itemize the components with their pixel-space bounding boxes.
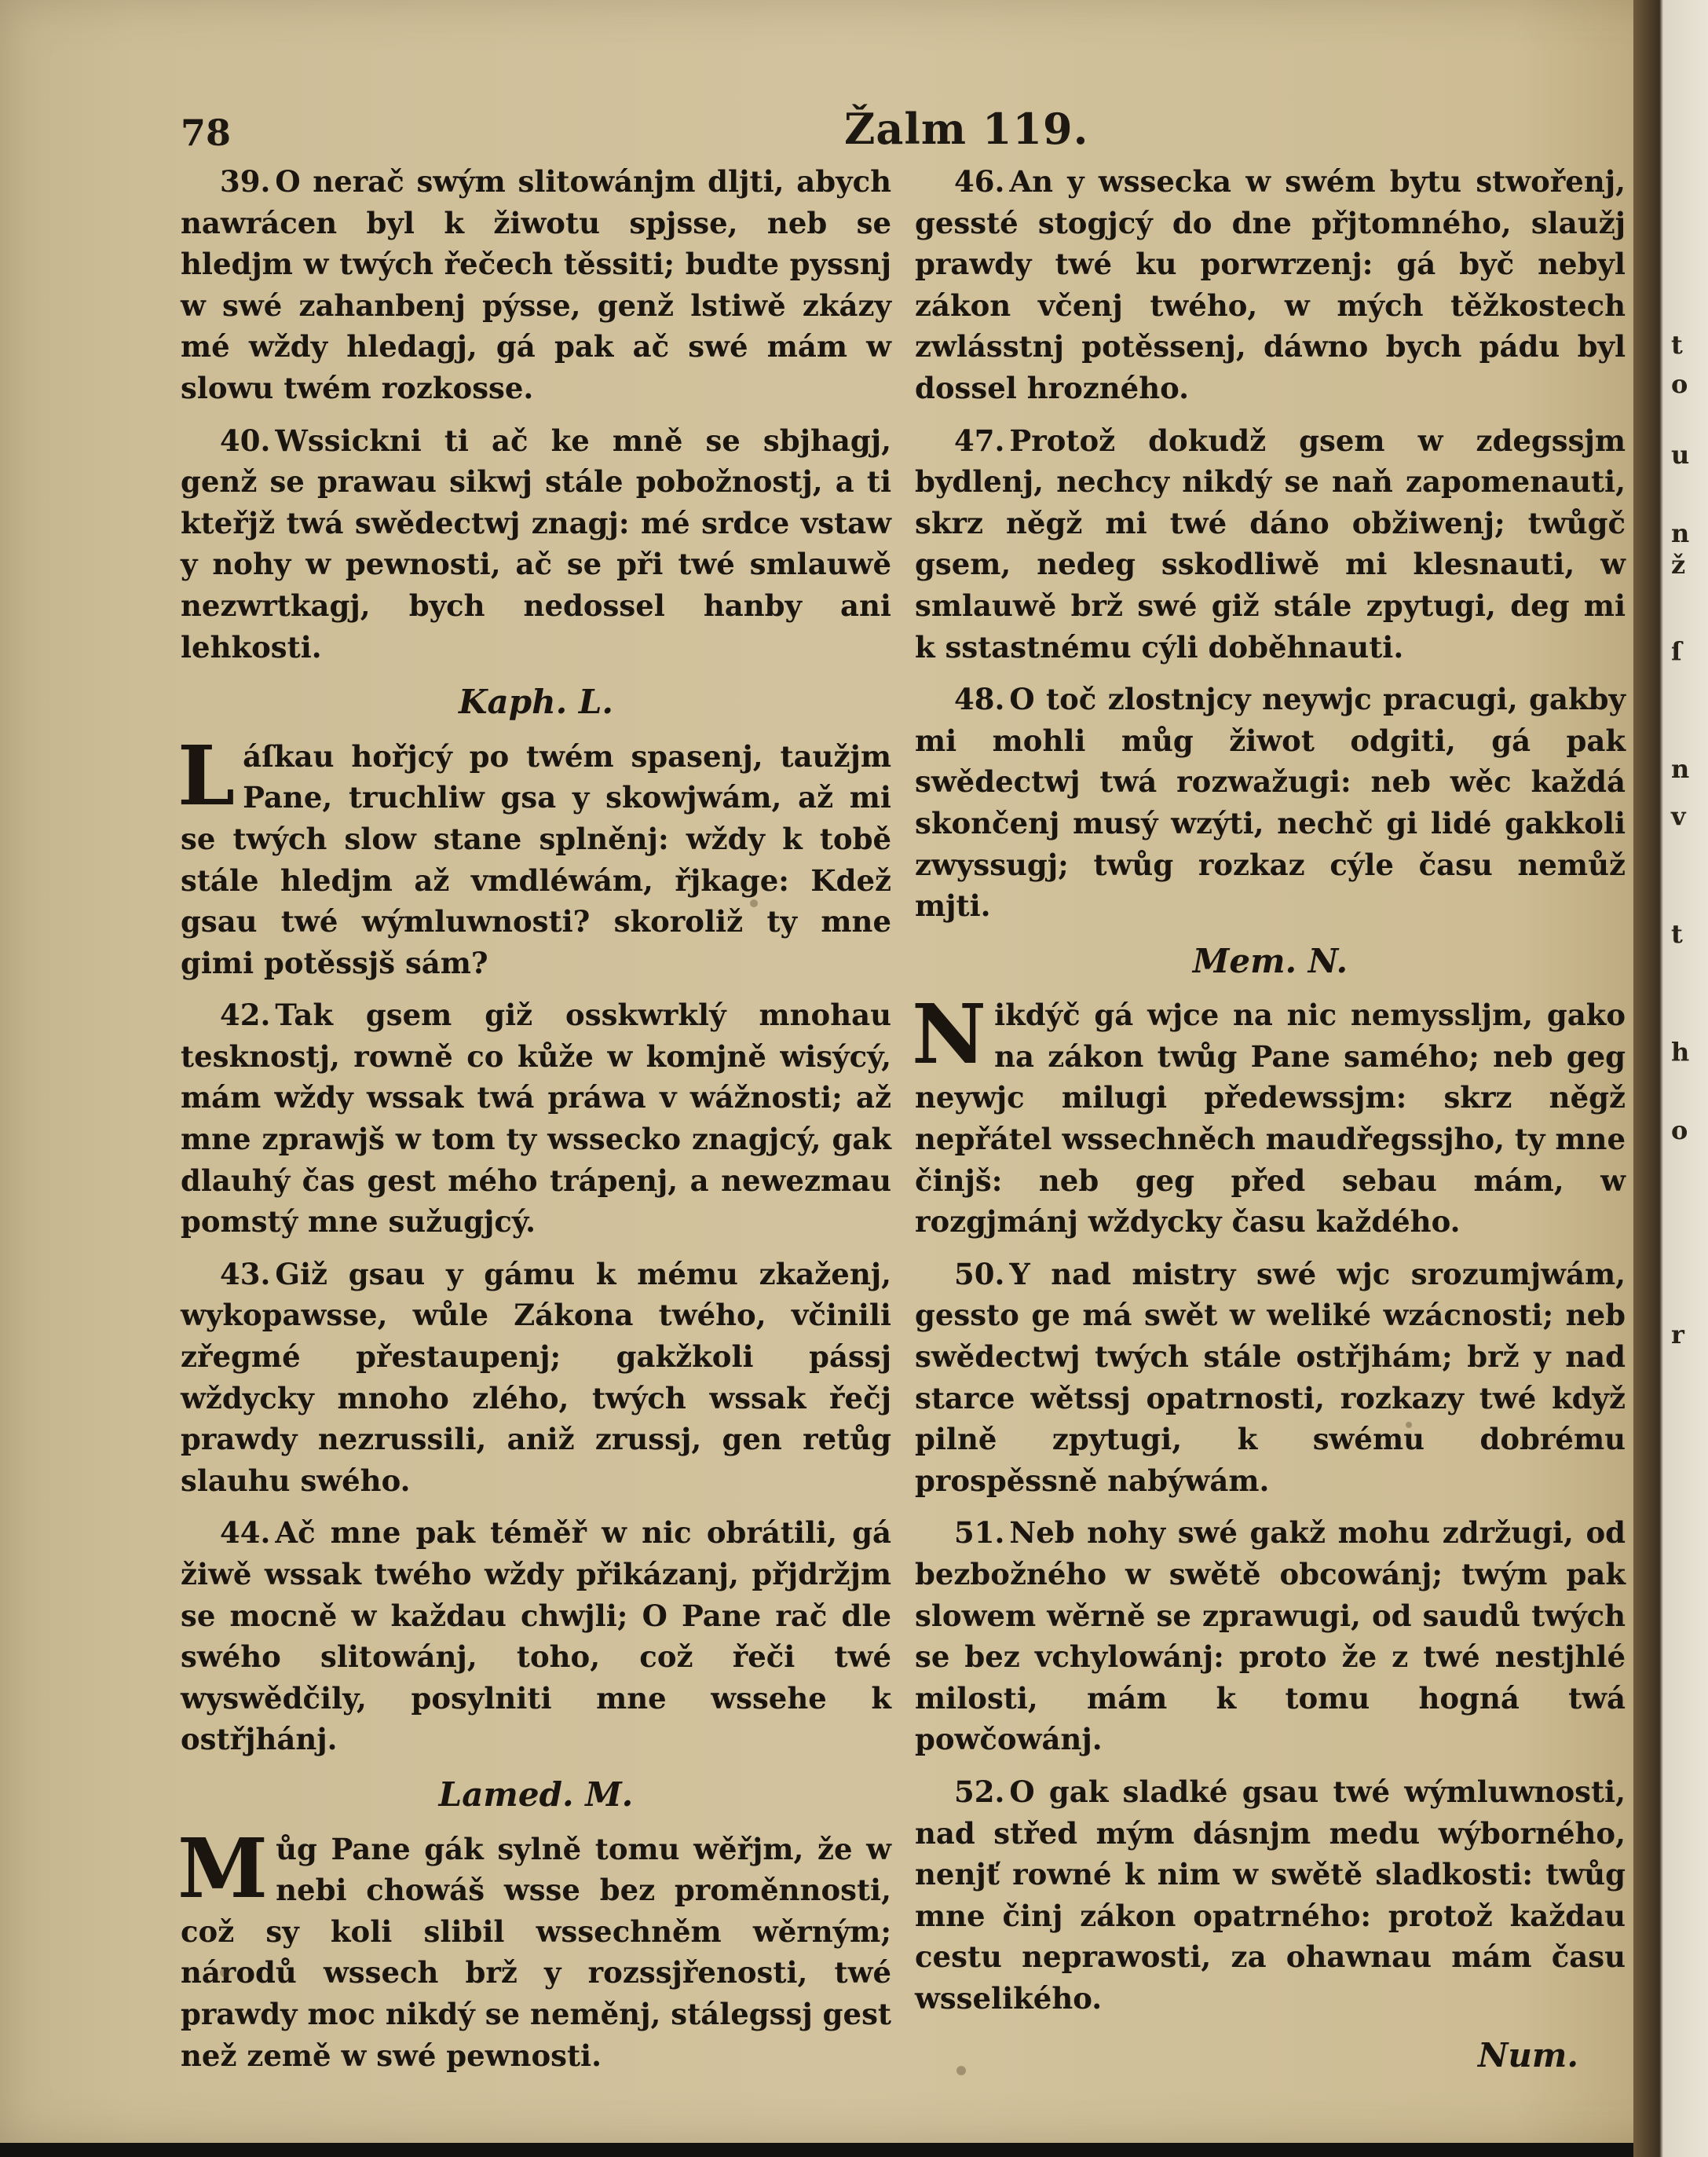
verse-52: 52. O gak sladké gsau twé wýmluwnosti, nad střed mým dásnjm medu wýborného, nenjť rowné k nim w swětě sladkosti: twůg mne činj zákon opatrného: protož každau cestu neprawosti, za ohawnau mám času wsselikého.: [915, 1774, 1626, 2016]
drop-cap: M: [177, 1819, 269, 1917]
verse-40: 40. Wssickni ti ač ke mně se sbjhagj, genž se prawau sikwj stále pobožnostj, a ti kteřjž twá swědectwj znagj: mé srdce vstaw y nohy w pewnosti, ač se při twé smlauwě nezwrtkagj, bych nedossel hanby ani lehkosti.: [181, 423, 891, 665]
verse-48: 48. O toč zlostnjcy neywjc pracugi, gakby mi mohli můg žiwot odgiti, gá pak swědectwj twá rozwažugi: neb wěc každá skončenj musý wzýti, nechč gi lidé gakkoli zwyssugj; twůg rozkaz cýle času nemůž mjti.: [915, 682, 1626, 924]
verse-51: 51. Neb nohy swé gakž mohu zdržugi, od bezbožného w swětě obcowánj; twým pak slowem wěrně se zprawugi, od saudů twých se bez vchylowánj: proto že z twé nestjhlé milosti, mám k tomu hogná twá powčowánj.: [915, 1515, 1626, 1757]
verse-44: 44. Ač mne pak téměř w nic obrátili, gá žiwě wssak twého wždy přikázanj, přjdržjm se mocně w každau chwjli; O Pane rač dle swého slitowánj, toho, což řeči twé wyswědčily, posylniti mne wssehe k ostřjhánj.: [181, 1515, 891, 1757]
verse-45: Můg Pane gák sylně tomu wěřjm, že w nebi chowáš wsse bez proměnnosti, což sy koli slibil wssechněm wěrným; národů wssech brž y rozssjřenosti, twé prawdy moc nikdý se neměnj, stálegssj gest než země w swé pewnosti.: [177, 1819, 891, 2073]
paper-spot: [750, 899, 758, 907]
page-header: [181, 104, 1523, 159]
left-column: [177, 161, 891, 2087]
verse-47: 47. Protož dokudž gsem w zdegssjm bydlenj, nechcy nikdý se naň zapomenauti, skrz něgž mi twé dáno obžiwenj; twůgč gsem, nedeg sskodliwě mi klesnauti, w smlauwě brž swé giž stále zpytugi, deg mi k sstastnému cýli doběhnauti.: [915, 423, 1626, 665]
verse-46: 46. An y wssecka w swém bytu stwořenj, gessté stogjcý do dne přjtomného, slaužj prawdy twé ku porwrzenj: gá byč nebyl zákon včenj twého, w mých těžkostech zwlásstnj potěssenj, dáwno bych pádu byl dossel hrozného.: [915, 164, 1626, 405]
running-title: Žalm 119.: [844, 104, 1089, 154]
catchword: Num.: [1478, 2035, 1578, 2075]
paper-spot: [956, 2066, 966, 2075]
right-column: [912, 161, 1626, 2076]
verse-41: Láſkau hořjcý po twém spasenj, taužjm Pane, truchliw gsa y skowjwám, až mi se twých slow stane splněnj: wždy k tobě stále hledjm až vmdléwám, řjkage: Kdež gsau twé wýmluwnosti? skoroliž ty mne gimi potěssjš sám?: [177, 727, 891, 980]
drop-cap: L: [177, 727, 236, 824]
paper-spot: [220, 1968, 229, 1977]
verse-49: Nikdýč gá wjce na nic nemyssljm, gako na zákon twůg Pane samého; neb geg neywjc milugi předewssjm: skrz něgž nepřátel wssechněch maudřegssjho, ty mne činjš: neb geg před sebau mám, w rozgjmánj wždycky času každého.: [912, 986, 1626, 1240]
next-page-edge: t o u n ž ſ n v t h o r: [1633, 0, 1708, 2157]
drop-cap: N: [912, 986, 987, 1083]
verse-39: 39. O nerač swým slitowánjm dljti, abych nawrácen byl k žiwotu spjsse, neb se hledjm w twých řečech těssiti; budte pyssnj w swé zahanbenj pýsse, genž lstiwě zkázy mé wždy hledagj, gá pak ač swé mám w slowu twém rozkosse.: [181, 164, 891, 405]
section-heading-lamed: Lamed. M.: [438, 1774, 634, 1814]
section-heading-mem: Mem. N.: [1192, 941, 1348, 980]
verse-50: 50. Y nad mistry swé wjc srozumjwám, gessto ge má swět w weliké wzácnosti; neb swědectwj twých stále ostřjhám; brž y nad starce wětssj opatrnosti, rozkazy twé když pilně zpytugi, k swému dobrému prospěssně nabýwám.: [915, 1256, 1626, 1498]
verse-43: 43. Giž gsau y gámu k mému zkaženj, wykopawsse, wůle Zákona twého, včinili zřegmé přestaupenj; gakžkoli pássj wždycky mnoho zlého, twých wssak řečj prawdy nezrussili, aniž zrussj, gen retůg slauhu swého.: [181, 1256, 891, 1498]
section-heading-kaph: Kaph. L.: [458, 683, 614, 722]
paper-spot: [1406, 1422, 1412, 1428]
verse-42: 42. Tak gsem giž osskwrklý mnohau tesknostj, rowně co kůže w komjně wisýcý, mám wždy wssak twá práwa v wážnosti; až mne zprawjš w tom ty wssecko znagjcý, gak dlauhý čas gest mého trápenj, a newezmau pomstý mne sužugjcý.: [181, 998, 891, 1240]
page-number: 78: [181, 112, 232, 154]
